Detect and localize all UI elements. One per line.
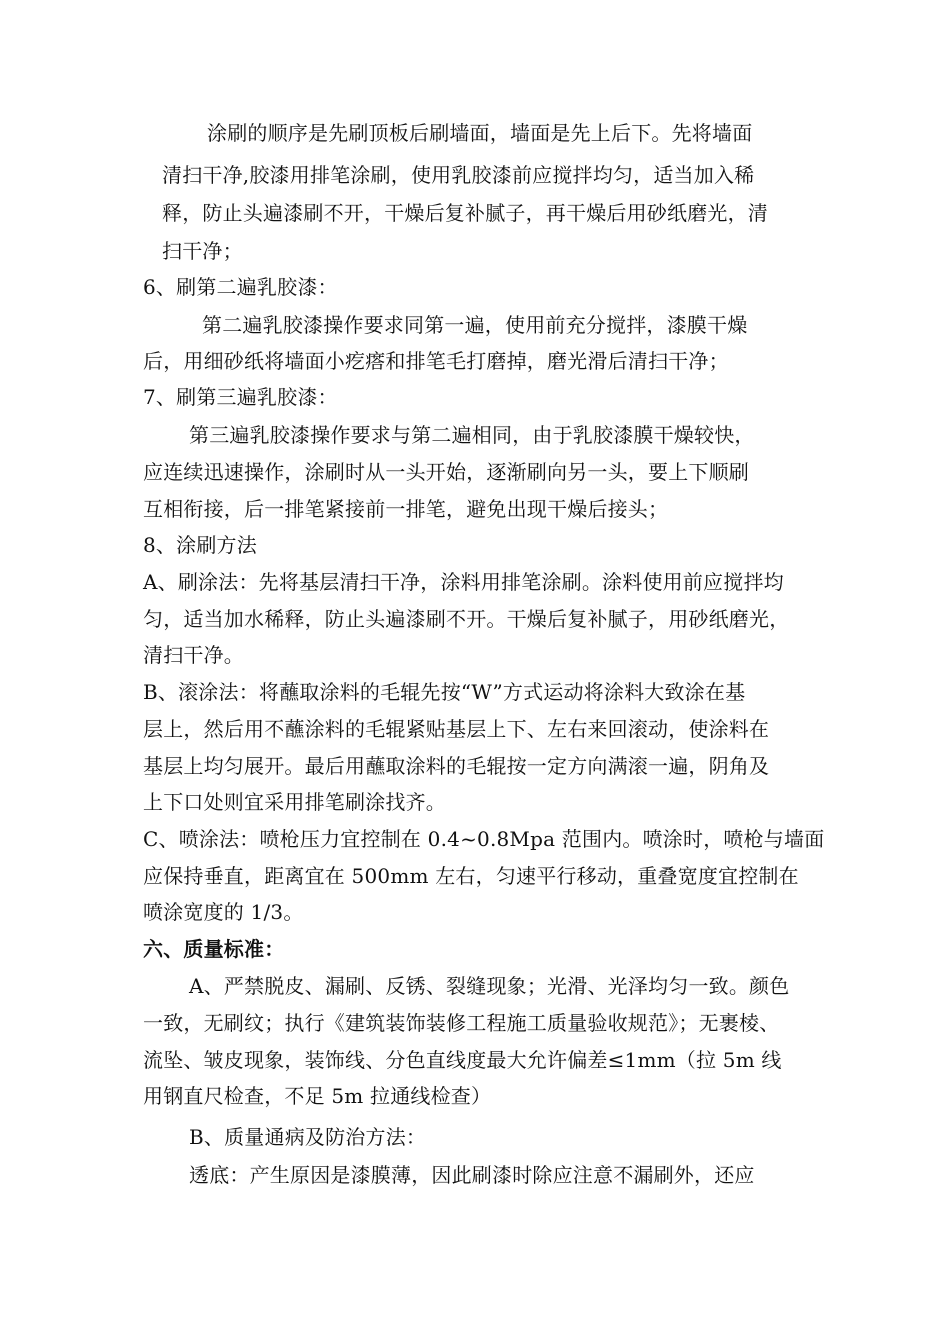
text-line: 上下口处则宜采用排笔刷涂找齐。: [143, 790, 446, 814]
section-heading-8: 8、涂刷方法: [143, 533, 257, 557]
text-line: 互相衔接，后一排笔紧接前一排笔，避免出现干燥后接头；: [143, 497, 669, 521]
text-line: 应保持垂直，距离宜在 500mm 左右，匀速平行移动，重叠宽度宜控制在: [143, 864, 799, 888]
text-line: A、刷涂法：先将基层清扫干净，涂料用排笔涂刷。涂料使用前应搅拌均: [143, 570, 784, 594]
text-line: 涂刷的顺序是先刷顶板后刷墙面，墙面是先上后下。先将墙面: [207, 121, 753, 145]
text-line: 释，防止头遍漆刷不开，干燥后复补腻子，再干燥后用砂纸磨光，清: [162, 201, 768, 225]
text-line: B、滚涂法：将蘸取涂料的毛辊先按“W”方式运动将涂料大致涂在基: [143, 680, 746, 704]
chapter-heading-quality-standard: 六、质量标准：: [143, 937, 285, 961]
text-line: 扫干净；: [162, 239, 243, 263]
text-line: A、严禁脱皮、漏刷、反锈、裂缝现象；光滑、光泽均匀一致。颜色: [189, 974, 790, 998]
subsection-heading-b: B、质量通病及防治方法：: [189, 1125, 427, 1149]
text-line: 用钢直尺检查，不足 5m 拉通线检查）: [143, 1084, 492, 1108]
text-line: 喷涂宽度的 1/3。: [143, 900, 304, 924]
text-line: 基层上均匀展开。最后用蘸取涂料的毛辊按一定方向满滚一遍，阴角及: [143, 754, 770, 778]
text-line: C、喷涂法：喷枪压力宜控制在 0.4~0.8Mpa 范围内。喷涂时，喷枪与墙面: [143, 827, 825, 851]
text-line: 后，用细砂纸将墙面小疙瘩和排笔毛打磨掉，磨光滑后清扫干净；: [143, 349, 729, 373]
text-line: 清扫干净。: [143, 643, 244, 667]
section-heading-7: 7、刷第三遍乳胶漆：: [143, 385, 338, 409]
text-line: 层上，然后用不蘸涂料的毛辊紧贴基层上下、左右来回滚动，使涂料在: [143, 717, 770, 741]
text-line: 透底：产生原因是漆膜薄，因此刷漆时除应注意不漏刷外，还应: [189, 1163, 755, 1187]
text-line: 清扫干净,胶漆用排笔涂刷，使用乳胶漆前应搅拌均匀，适当加入稀: [162, 163, 755, 187]
text-line: 应连续迅速操作，涂刷时从一头开始，逐渐刷向另一头，要上下顺刷: [143, 460, 749, 484]
text-line: 流坠、皱皮现象，装饰线、分色直线度最大允许偏差≤1mm（拉 5m 线: [143, 1048, 782, 1072]
text-line: 一致，无刷纹；执行《建筑装饰装修工程施工质量验收规范》；无裹棱、: [143, 1011, 780, 1035]
text-line: 匀，适当加水稀释，防止头遍漆刷不开。干燥后复补腻子，用砂纸磨光，: [143, 607, 790, 631]
section-heading-6: 6、刷第二遍乳胶漆：: [143, 275, 338, 299]
text-line: 第三遍乳胶漆操作要求与第二遍相同，由于乳胶漆膜干燥较快，: [189, 423, 755, 447]
text-line: 第二遍乳胶漆操作要求同第一遍，使用前充分搅拌，漆膜干燥: [202, 313, 748, 337]
